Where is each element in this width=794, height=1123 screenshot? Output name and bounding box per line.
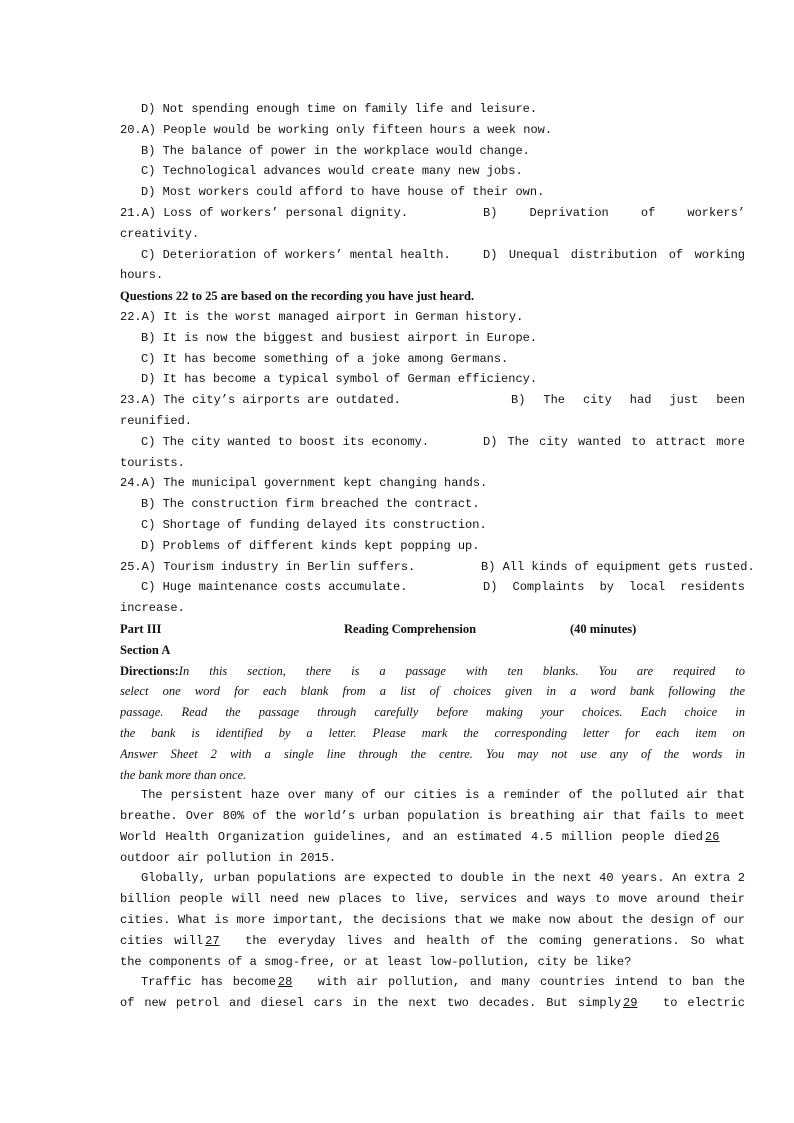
option-25a: 25.A) Tourism industry in Berlin suffers.	[120, 559, 416, 574]
option-20b: B) The balance of power in the workplace would change.	[141, 143, 530, 158]
question-21-row-1	[120, 203, 745, 224]
option-23b-continued: reunified.	[120, 413, 193, 428]
passage-p1-text-3a: World Health Organization guidelines, and an estimated 4.5 million people died	[120, 829, 703, 844]
option-22a: 22.A) It is the worst managed airport in German history.	[120, 309, 524, 324]
passage-p2-line-3: cities. What is more important, the decisions that we make now about the design of our	[120, 913, 745, 928]
passage-p1-line-3	[120, 827, 745, 848]
option-24b: B) The construction firm breached the contract.	[141, 497, 480, 512]
blank-28[interactable]: 28	[277, 975, 293, 990]
part-label: Part III	[120, 621, 162, 636]
blank-26[interactable]: 26	[705, 829, 720, 844]
directions-line-5: Answer Sheet 2 with a single line through the centre. You may not use any of the words in	[120, 746, 745, 761]
option-24a: 24.A) The municipal government kept changing hands.	[120, 476, 488, 491]
directions-line-3: passage. Read the passage through carefully before making your choices. Each choice in	[120, 705, 745, 720]
passage-p3-text-2a: of new petrol and diesel cars in the next two decades. But simply	[120, 996, 622, 1011]
option-20a: 20.A) People would be working only fifteen hours a week now.	[120, 122, 553, 137]
passage-p3-line-2	[120, 993, 745, 1014]
passage-p3-line-1	[120, 972, 745, 993]
option-23d: D) The city wanted to attract more	[483, 434, 745, 449]
directions-line-6: the bank more than once.	[120, 767, 247, 782]
directions-line-1	[120, 661, 745, 682]
option-23c: C) The city wanted to boost its economy.	[141, 434, 430, 449]
passage-p2-line-5: the components of a smog-free, or at least low-pollution, city be like?	[120, 954, 632, 969]
part-title: Reading Comprehension	[344, 621, 477, 636]
directions-line-2: select one word for each blank from a list of choices given in a word bank following the	[120, 684, 745, 699]
blank-29[interactable]: 29	[623, 996, 638, 1011]
passage-p2-line-4	[120, 931, 745, 952]
passage-p1-line-1: The persistent haze over many of our cities is a reminder of the polluted air that	[141, 788, 745, 803]
passage-p3-text-2b: to electric	[663, 996, 745, 1011]
directions-label: Directions:	[120, 663, 179, 678]
section-a-heading: Section A	[120, 642, 171, 657]
option-24d: D) Problems of different kinds kept popping up.	[141, 538, 480, 553]
exam-page	[120, 99, 755, 1014]
passage-p2-text-4a: cities will	[120, 933, 204, 948]
option-23d-continued: tourists.	[120, 455, 185, 470]
option-25d-continued: increase.	[120, 601, 185, 616]
question-23-row-1	[120, 390, 745, 411]
option-21a: 21.A) Loss of workers’ personal dignity.	[120, 205, 409, 220]
option-21c: C) Deterioration of workers’ mental health.	[141, 247, 451, 262]
option-22d: D) It has become a typical symbol of German efficiency.	[141, 372, 538, 387]
passage-p1-line-2: breathe. Over 80% of the world’s urban population is breathing air that fails to meet	[120, 809, 745, 824]
passage-p2-text-4b: the everyday lives and health of the coming generations. So what	[245, 933, 745, 948]
directions-line-4: the bank is identified by a letter. Please mark the corresponding letter for each item on	[120, 725, 745, 740]
option-25c: C) Huge maintenance costs accumulate.	[141, 580, 408, 595]
part-iii-header	[120, 619, 745, 640]
option-19d: D) Not spending enough time on family life and leisure.	[141, 102, 538, 116]
question-23-row-2	[120, 432, 745, 453]
option-24c: C) Shortage of funding delayed its construction.	[141, 517, 487, 532]
passage-p2-line-1: Globally, urban populations are expected to double in the next 40 years. An extra 2	[141, 871, 745, 886]
option-21b: B) Deprivation of workers’	[483, 205, 745, 220]
question-21-row-2	[120, 245, 745, 266]
passage-p3-text-1b: with air pollution, and many countries intend to ban the	[317, 975, 745, 990]
blank-27[interactable]: 27	[205, 933, 220, 948]
option-21d-continued: hours.	[120, 268, 164, 283]
questions-22-25-heading: Questions 22 to 25 are based on the recording you have just heard.	[120, 289, 475, 304]
passage-p1-line-4: outdoor air pollution in 2015.	[120, 850, 337, 865]
option-23b: B) The city had just been	[511, 393, 745, 408]
option-25b: B) All kinds of equipment gets rusted.	[481, 559, 755, 574]
question-25-row-2	[120, 577, 745, 598]
part-time: (40 minutes)	[570, 621, 637, 636]
option-23a: 23.A) The city’s airports are outdated.	[120, 393, 401, 408]
option-20d: D) Most workers could afford to have house of their own.	[141, 185, 545, 200]
option-21d: D) Unequal distribution of working	[483, 247, 745, 262]
question-25-row-1	[120, 557, 755, 578]
option-22b: B) It is now the biggest and busiest airport in Europe.	[141, 330, 538, 345]
option-20c: C) Technological advances would create many new jobs.	[141, 164, 523, 179]
option-22c: C) It has become something of a joke among Germans.	[141, 351, 509, 366]
passage-p3-text-1a: Traffic has become	[141, 975, 276, 990]
directions-text-1: In this section, there is a passage with ten blanks. You are required to	[178, 663, 745, 678]
option-25d: D) Complaints by local residents	[483, 580, 745, 595]
option-21b-continued: creativity.	[120, 226, 200, 241]
passage-p2-line-2: billion people will need new places to live, services and ways to move around their	[120, 892, 745, 907]
